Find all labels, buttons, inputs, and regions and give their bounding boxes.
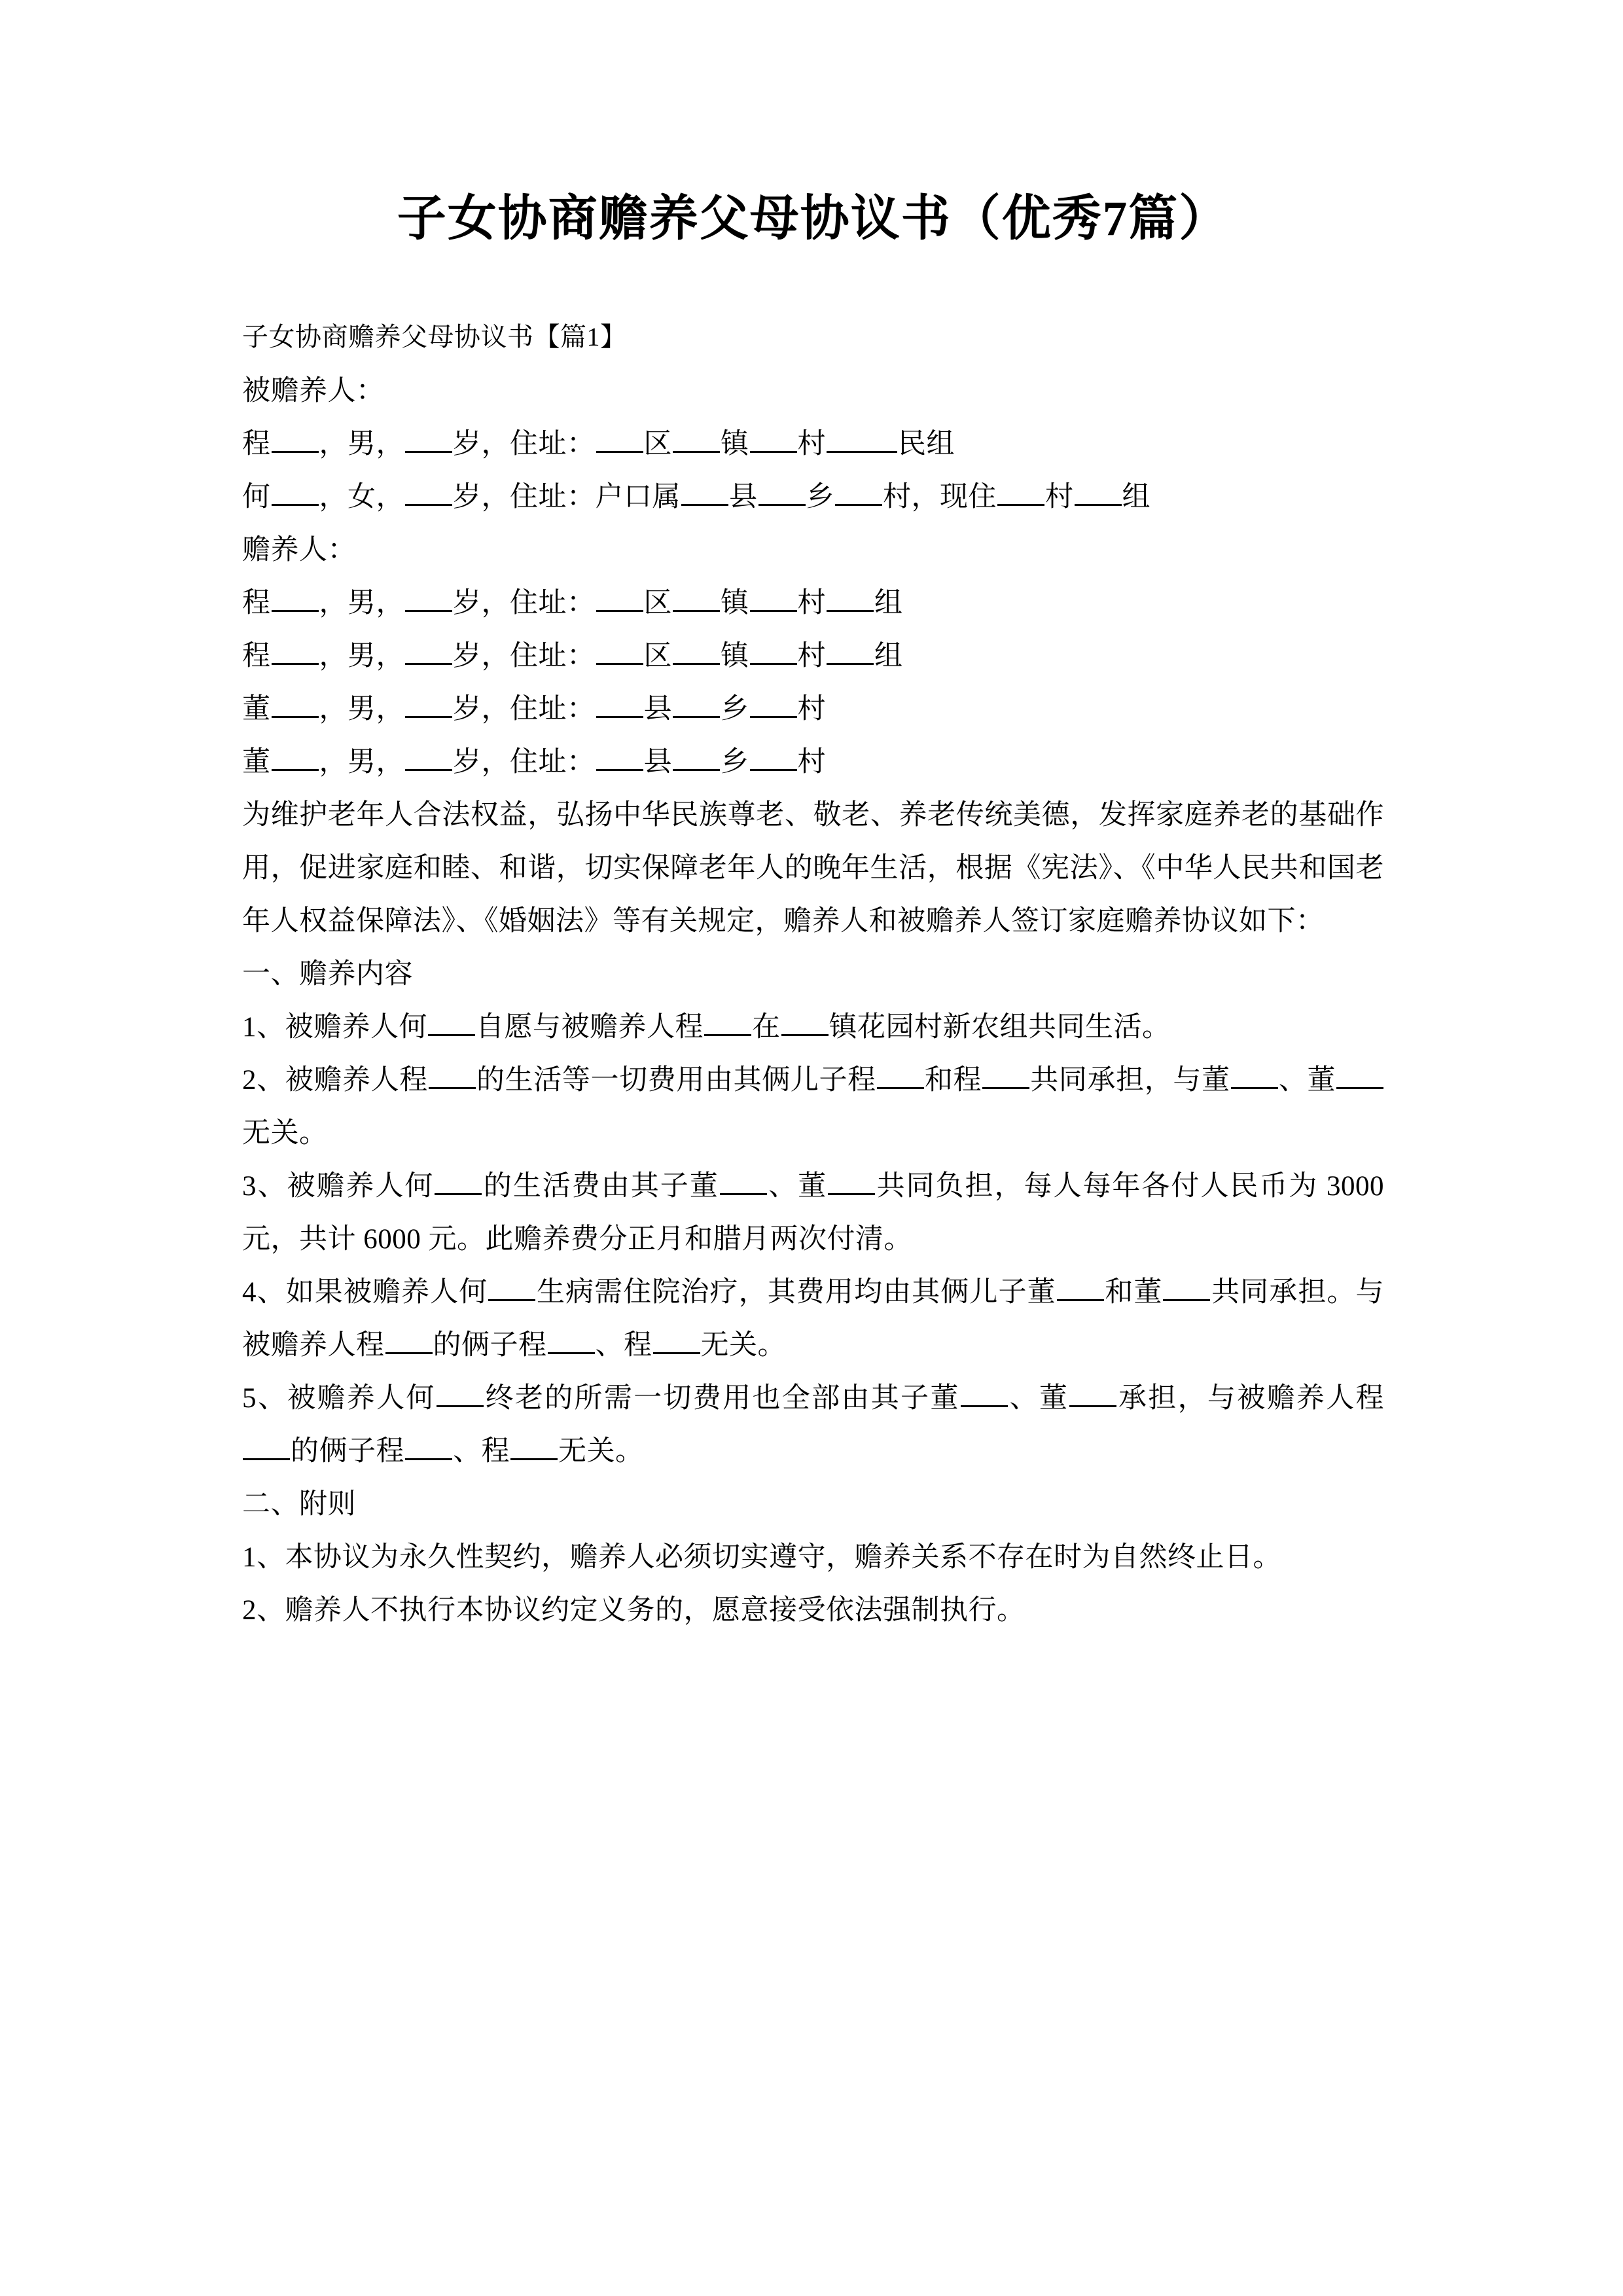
clause-text: 自愿与被赡养人程 [476, 1012, 704, 1043]
supporter-parties-heading [242, 524, 1384, 577]
blank-cheng-son-2 [510, 1431, 558, 1460]
blank-village [750, 689, 797, 718]
supported-heading-text: 被赡养人： [242, 376, 385, 406]
party-seg: ，女， [319, 482, 404, 512]
party-seg: ，男， [319, 641, 404, 672]
blank-cheng-son-2 [653, 1325, 700, 1354]
party-surname: 程 [242, 641, 271, 672]
party-seg: 组 [1122, 482, 1150, 512]
blank-village [750, 424, 797, 453]
party-seg: 村 [1045, 482, 1074, 512]
blank-name [272, 742, 319, 771]
supporter-party-row-3 [242, 683, 1384, 736]
blank-town [673, 424, 720, 453]
clause-text: 、董 [1008, 1383, 1069, 1414]
clause-text: 5、被赡养人何 [242, 1383, 436, 1414]
blank-town [673, 583, 720, 612]
blank-dong-2 [1069, 1378, 1116, 1407]
blank-supported-name [437, 1378, 484, 1407]
clause-text: 4、如果被赡养人何 [242, 1277, 488, 1308]
clause-text: 3、被赡养人何 [242, 1171, 435, 1202]
blank-group [827, 424, 897, 453]
blank-dong-2 [1163, 1272, 1210, 1301]
clause-text: 共同承担。与被赡养人程 [242, 1277, 1385, 1361]
blank-age [405, 742, 452, 771]
party-seg: 县 [643, 694, 672, 725]
blank-son-2 [982, 1060, 1029, 1089]
blank-cheng-son-1 [548, 1325, 595, 1354]
supporter-party-row-2 [242, 630, 1384, 683]
blank-current-group [1075, 477, 1122, 506]
blank-current-village [997, 477, 1044, 506]
party-seg: 乡 [806, 482, 834, 512]
clause-text: 、程 [595, 1330, 652, 1361]
appendix-item-1: 1、本协议为永久性契约，赡养人必须切实遵守，赡养关系不存在时为自然终止日。 [242, 1542, 1281, 1573]
blank-name [272, 424, 319, 453]
party-seg: 岁，住址： [453, 641, 596, 672]
blank-district [596, 636, 643, 665]
blank-group [827, 636, 874, 665]
clause-4 [242, 1266, 1384, 1372]
party-seg: ，男， [319, 747, 404, 778]
blank-supported-name [435, 1166, 482, 1195]
party-seg: 村 [797, 588, 826, 619]
party-seg: 村 [797, 694, 826, 725]
blank-county [681, 477, 728, 506]
clause-text: 、董 [1278, 1065, 1336, 1096]
blank-dong-2 [1336, 1060, 1383, 1089]
preamble-paragraph: 为维护老年人合法权益，弘扬中华民族尊老、敬老、养老传统美德，发挥家庭养老的基础作用，促进家庭和睦、和谐，切实保障老年人的晚年生活，根据《宪法》、《中华人民共和国老年人权益保障法》、《婚姻法》等有关规定，赡养人和被赡养人签订家庭赡养协议如下： [242, 800, 1384, 937]
clause-text: 在 [752, 1012, 781, 1043]
clause-text: 无关。 [558, 1436, 644, 1467]
party-seg: ，男， [319, 694, 404, 725]
blank-cheng [385, 1325, 433, 1354]
party-seg: 镇 [721, 429, 749, 459]
party-seg: 区 [643, 429, 672, 459]
party-seg: 岁，住址： [453, 694, 596, 725]
party-seg: 民组 [898, 429, 955, 459]
blank-supported-name [429, 1060, 476, 1089]
party-seg: 岁，住址： [453, 747, 596, 778]
blank-supported-name [488, 1272, 535, 1301]
clause-text: 和董 [1104, 1277, 1163, 1308]
party-seg: 县 [729, 482, 758, 512]
blank-dong-1 [961, 1378, 1008, 1407]
clause-3 [242, 1160, 1384, 1266]
clause-text: 镇花园村新农组共同生活。 [829, 1012, 1171, 1043]
blank-township [758, 477, 806, 506]
blank-age [405, 636, 452, 665]
blank-age [405, 424, 452, 453]
blank-village [835, 477, 882, 506]
blank-village [750, 583, 797, 612]
party-seg: 区 [643, 588, 672, 619]
party-seg: 镇 [721, 641, 749, 672]
blank-dong-2 [828, 1166, 875, 1195]
blank-district [596, 424, 643, 453]
party-seg: 组 [874, 588, 903, 619]
clause-text: 无关。 [700, 1330, 786, 1361]
clause-text: 生病需住院治疗，其费用均由其俩儿子董 [536, 1277, 1056, 1308]
blank-dong-1 [720, 1166, 767, 1195]
clause-text: 无关。 [242, 1118, 328, 1149]
blank-name [272, 689, 319, 718]
blank-group [827, 583, 874, 612]
blank-cheng [243, 1431, 290, 1460]
blank-dong-1 [1057, 1272, 1104, 1301]
party-seg: 村 [797, 641, 826, 672]
clause-text: 2、被赡养人程 [242, 1065, 428, 1096]
party-seg: ，男， [319, 588, 404, 619]
party-seg: 区 [643, 641, 672, 672]
clause-text: 和程 [924, 1065, 982, 1096]
clause-text: 共同负担，每人每年各付人民币为 3000 元，共计 6000 元。此赡养费分正月和腊月两次付清。 [242, 1171, 1385, 1255]
section-heading-two: 二、附则 [242, 1489, 356, 1520]
party-seg: 镇 [721, 588, 749, 619]
page-title: 子女协商赡养父母协议书（优秀7篇） [397, 192, 1230, 246]
clause-text: 的俩子程 [291, 1436, 404, 1467]
supported-party-row-1 [242, 418, 1384, 471]
party-surname: 何 [242, 482, 271, 512]
party-seg: 组 [874, 641, 903, 672]
blank-age [405, 689, 452, 718]
blank-township [673, 742, 720, 771]
party-seg: ，男， [319, 429, 404, 459]
document-content [242, 0, 1384, 1637]
party-seg: 岁，住址： [453, 429, 596, 459]
party-seg: 村 [797, 747, 826, 778]
blank-supported-name [428, 1007, 475, 1036]
blank-son-1 [877, 1060, 924, 1089]
clause-1 [242, 1001, 1384, 1054]
clause-5 [242, 1372, 1384, 1478]
blank-county [596, 742, 643, 771]
blank-village [750, 742, 797, 771]
party-surname: 董 [242, 694, 271, 725]
clause-text: 1、被赡养人何 [242, 1012, 427, 1043]
supporter-party-row-4 [242, 736, 1384, 789]
party-seg: 县 [643, 747, 672, 778]
document-subtitle: 子女协商赡养父母协议书【篇1】 [242, 322, 627, 351]
party-surname: 程 [242, 429, 271, 459]
blank-name [272, 583, 319, 612]
supporter-heading-text: 赡养人： [242, 535, 356, 565]
blank-county [596, 689, 643, 718]
blank-age [405, 477, 452, 506]
clause-2 [242, 1054, 1384, 1160]
party-surname: 董 [242, 747, 271, 778]
party-seg: 岁，住址： [453, 588, 596, 619]
clause-text: 的俩子程 [433, 1330, 547, 1361]
clause-text: 的生活等一切费用由其俩儿子程 [476, 1065, 876, 1096]
blank-supported-name-2 [704, 1007, 751, 1036]
party-seg: 岁，住址：户口属 [453, 482, 681, 512]
appendix-item-2: 2、赡养人不执行本协议约定义务的，愿意接受依法强制执行。 [242, 1595, 1026, 1626]
blank-age [405, 583, 452, 612]
clause-text: 的生活费由其子董 [482, 1171, 719, 1202]
clause-text: 、董 [767, 1171, 828, 1202]
blank-cheng-son-1 [405, 1431, 452, 1460]
blank-name [272, 636, 319, 665]
supported-party-row-2 [242, 471, 1384, 524]
blank-dong-1 [1231, 1060, 1278, 1089]
clause-text: 终老的所需一切费用也全部由其子董 [484, 1383, 960, 1414]
party-seg: 村 [797, 429, 826, 459]
clause-text: 共同承担，与董 [1030, 1065, 1230, 1096]
blank-name [272, 477, 319, 506]
party-seg: 乡 [721, 694, 749, 725]
blank-town [673, 636, 720, 665]
party-seg: 乡 [721, 747, 749, 778]
blank-village [750, 636, 797, 665]
clause-text: 承担，与被赡养人程 [1117, 1383, 1385, 1414]
clause-text: 、程 [453, 1436, 510, 1467]
party-seg: 村，现住 [883, 482, 997, 512]
blank-township [673, 689, 720, 718]
blank-district [596, 583, 643, 612]
blank-town [781, 1007, 829, 1036]
party-surname: 程 [242, 588, 271, 619]
supporter-party-row-1 [242, 577, 1384, 630]
supported-parties-heading [242, 350, 1384, 418]
section-heading-one: 一、赡养内容 [242, 959, 413, 990]
